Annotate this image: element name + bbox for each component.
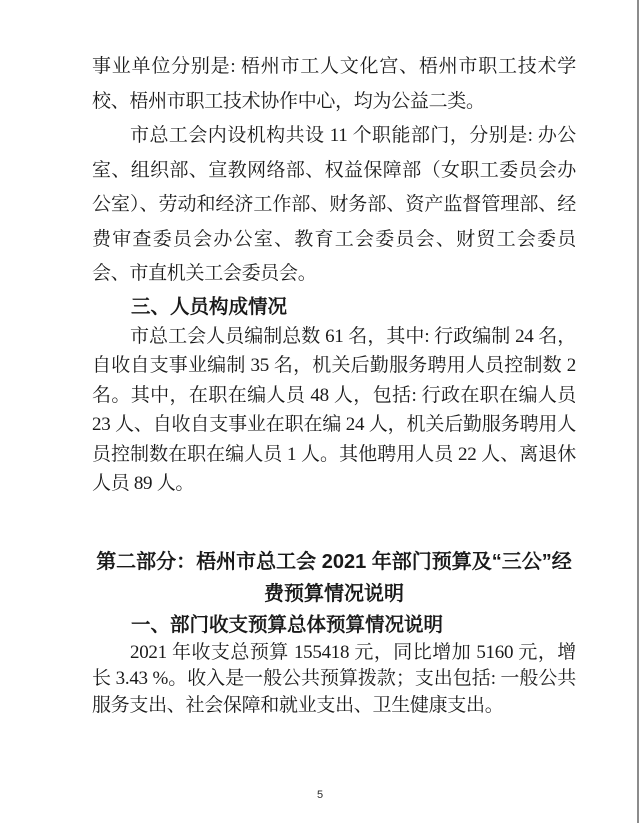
- part2-title-line-1: 第二部分：梧州市总工会 2021 年部门预算及“三公”经: [96, 551, 572, 574]
- part2-title: [92, 546, 576, 610]
- paragraph-internal-departments: 市总工会内设机构共设 11 个职能部门，分别是: 办公室、组织部、宣教网络部、权益保障部（女职工委员会办公室）、劳动和经济工作部、财务部、资产监督管理部、经费审查委员会办公室、教育工会委员会、财贸工会委员会、市直机关工会委员会。: [92, 125, 576, 284]
- section-heading-budget-overview: 一、部门收支预算总体预算情况说明: [131, 614, 444, 637]
- page-number: 5: [316, 789, 324, 801]
- part2-title-line-2: 费预算情况说明: [264, 583, 404, 606]
- paragraph-personnel-composition: 市总工会人员编制总数 61 名，其中: 行政编制 24 名，自收自支事业编制 35 名，机关后勤服务聘用人员控制数 2 名。其中，在职在编人员 48 人，包括: 行政在职在编人员 23 人、自收自支事业在职在编 24 人，机关后勤服务聘用人员控制数在职在编人员 1 人。其他聘用人员 22 人、离退休人员 89 人。: [92, 325, 576, 495]
- paragraph-institutions-continuation: 事业单位分别是: 梧州市工人文化宫、梧州市职工技术学校、梧州市职工技术协作中心，均为公益二类。: [92, 56, 576, 112]
- paragraph-budget-overview: 2021 年收支总预算 155418 元，同比增加 5160 元，增长 3.43 %。收入是一般公共预算拨款；支出包括: 一般公共服务支出、社会保障和就业支出、卫生健康支出。: [92, 642, 576, 716]
- page-right-edge-line: [637, 0, 639, 823]
- page-body: [92, 50, 576, 719]
- section-heading-personnel: 三、人员构成情况: [131, 295, 288, 318]
